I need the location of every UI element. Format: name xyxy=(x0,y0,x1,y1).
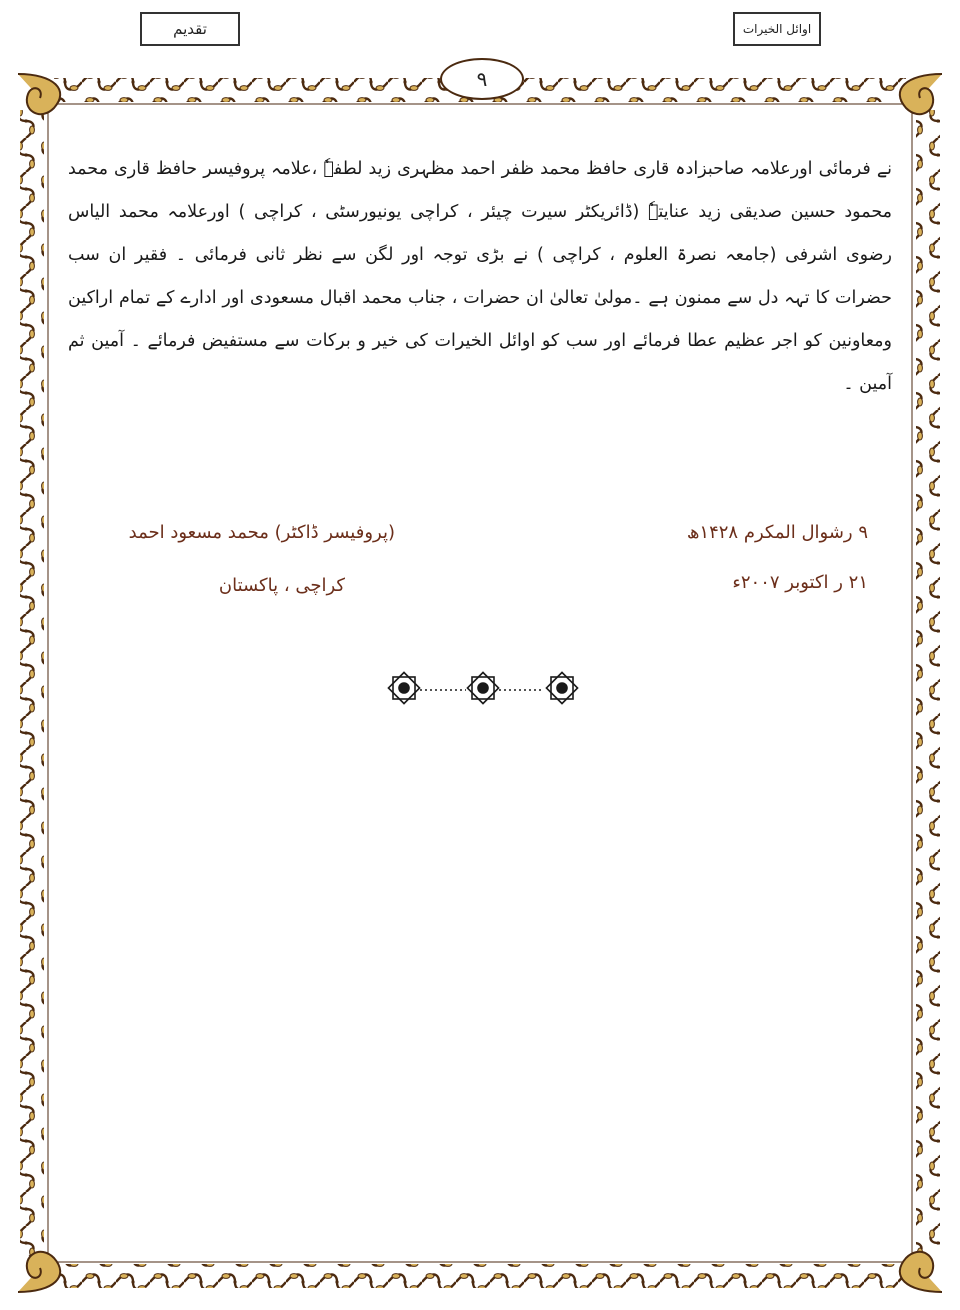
date-gregorian: ۲۱ ر اکتوبر ۲۰۰۷ء xyxy=(732,572,868,593)
book-title-box xyxy=(733,12,821,46)
page-number-badge xyxy=(440,58,524,100)
book-title: اوائل الخیرات xyxy=(742,22,812,36)
star-flower-icon xyxy=(467,672,498,703)
date-hijri: ۹ رشوال المکرم ۱۴۲۸ھ xyxy=(686,522,868,543)
author-place: کراچی ، پاکستان xyxy=(218,575,345,596)
chapter-label: تقدیم xyxy=(173,20,207,38)
body-paragraph: نے فرمائی اورعلامہ صاحبزادہ قاری حافظ محمد ظفر احمد مظہری زید لطفہٗ ،علامہ پروفیسر حافظ قاری محمد محمود حسین صدیقی زید عنایتہٗ (ڈائریکٹر سیرت چیئر ، کراچی یونیورسٹی ، کراچی ) اورعلامہ محمد الیاس رضوی اشرفی (جامعہ نصرۃ العلوم ، کراچی ) نے بڑی توجہ اور لگن سے نظر ثانی فرمائی ۔ فقیر ان سب حضرات کا تہہ دل سے ممنون ہے ۔مولیٰ تعالیٰ ان حضرات ، جناب محمد اقبال مسعودی اور ادارے کے تمام اراکین ومعاونین کو اجر عظیم عطا فرمائے اور سب کو اوائل الخیرات کی خیر و برکات سے مستفیض فرمائے ۔ آمین ثم آمین ۔ xyxy=(68,159,892,394)
page-number: ۹ xyxy=(476,67,488,91)
closing-ornament xyxy=(386,670,580,706)
chapter-label-box xyxy=(140,12,240,46)
star-flower-icon xyxy=(546,672,577,703)
author-name: (پروفیسر ڈاکٹر) محمد مسعود احمد xyxy=(128,522,395,543)
star-flower-icon xyxy=(388,672,419,703)
